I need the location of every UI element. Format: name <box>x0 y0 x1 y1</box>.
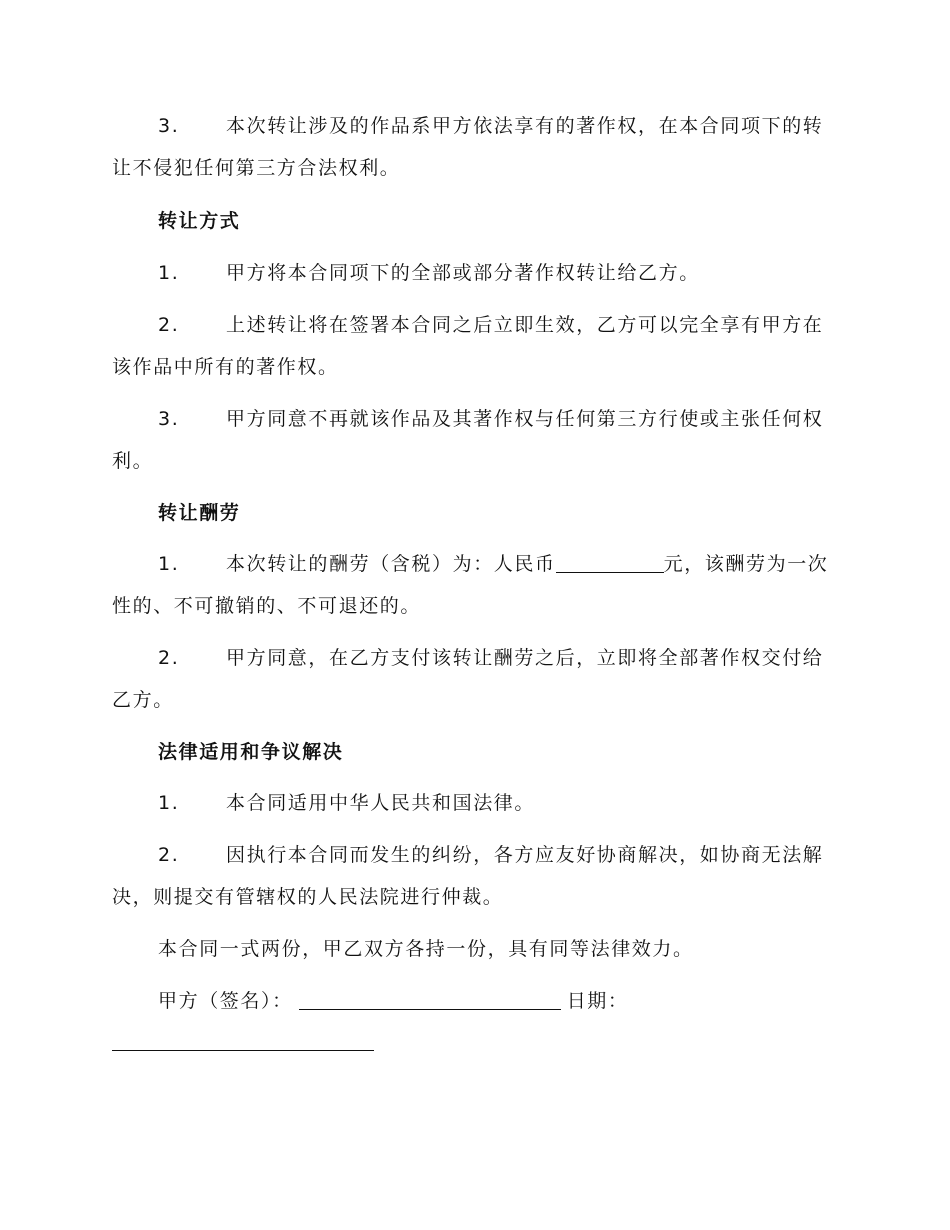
clause-text: 甲方将本合同项下的全部或部分著作权转让给乙方。 <box>226 262 700 284</box>
clause-3-works-ownership <box>112 105 834 189</box>
clause-number: 2. <box>158 314 180 336</box>
clause-number: 1. <box>158 262 180 284</box>
clause-text: 本次转让涉及的作品系甲方依法享有的著作权，在本合同项下的转让不侵犯任何第三方合法权利。 <box>112 115 824 179</box>
clause-text: 本合同适用中华人民共和国法律。 <box>226 792 536 814</box>
clause-1-transfer-scope <box>112 252 834 294</box>
date-blank-line <box>112 1050 374 1051</box>
clause-number: 2. <box>158 647 180 669</box>
section-heading-governing-law: 法律适用和争议解决 <box>158 741 344 763</box>
clause-2-effective <box>112 304 834 388</box>
closing-statement: 本合同一式两份，甲乙双方各持一份，具有同等法律效力。 <box>158 938 694 960</box>
clause-text: 元，该酬劳为一次性的、不可撤销的、不可退还的。 <box>112 553 829 617</box>
clause-text: 甲方同意，在乙方支付该转让酬劳之后，立即将全部著作权交付给乙方。 <box>112 647 824 711</box>
clause-number: 1. <box>158 553 180 575</box>
signature-line <box>112 980 834 1022</box>
clause-text: 上述转让将在签署本合同之后立即生效，乙方可以完全享有甲方在该作品中所有的著作权。 <box>112 314 824 378</box>
clause-3-no-claims <box>112 398 834 482</box>
clause-number: 1. <box>158 792 180 814</box>
party-a-signature-label: 甲方（签名）： <box>158 990 293 1012</box>
date-label: 日期： <box>566 990 629 1012</box>
clause-number: 2. <box>158 844 180 866</box>
clause-number: 3. <box>158 115 180 137</box>
clause-1-remuneration-amount <box>112 543 834 627</box>
clause-text: 本次转让的酬劳（含税）为：人民币 <box>226 553 556 575</box>
section-heading-transfer-method: 转让方式 <box>158 210 241 232</box>
clause-2-dispute-resolution <box>112 834 834 918</box>
clause-text: 因执行本合同而发生的纠纷，各方应友好协商解决，如协商无法解决，则提交有管辖权的人民法院进行仲裁。 <box>112 844 824 908</box>
clause-number: 3. <box>158 408 180 430</box>
clause-1-governing-law <box>112 782 834 824</box>
clause-2-delivery <box>112 637 834 721</box>
signature-blank-line <box>299 989 561 1010</box>
section-heading-remuneration: 转让酬劳 <box>158 502 241 524</box>
clause-text: 甲方同意不再就该作品及其著作权与任何第三方行使或主张任何权利。 <box>112 408 824 472</box>
amount-blank-line <box>556 552 664 573</box>
